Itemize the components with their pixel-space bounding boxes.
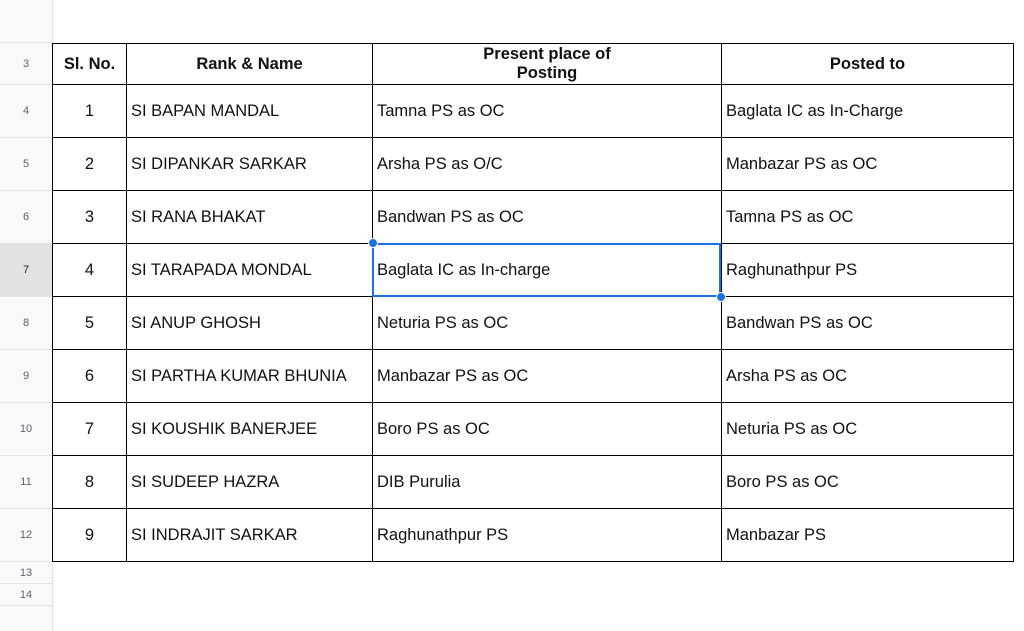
- cell-posted[interactable]: Manbazar PS: [722, 509, 1014, 562]
- cell-name[interactable]: SI PARTHA KUMAR BHUNIA: [127, 350, 373, 403]
- cell-sl[interactable]: 2: [53, 138, 127, 191]
- cell-sl[interactable]: 4: [53, 244, 127, 297]
- cell-sl[interactable]: 5: [53, 297, 127, 350]
- cell-present-selected[interactable]: Baglata IC as In-charge: [373, 244, 722, 297]
- table-row: [53, 403, 1014, 456]
- cell-name[interactable]: SI BAPAN MANDAL: [127, 85, 373, 138]
- header-present-posting[interactable]: [373, 44, 722, 85]
- row-header-4[interactable]: 4: [0, 85, 52, 138]
- header-present-line2: Posting: [516, 64, 578, 82]
- cell-sl[interactable]: 8: [53, 456, 127, 509]
- table-row: [53, 509, 1014, 562]
- selection-fill-handle[interactable]: [716, 292, 726, 302]
- cell-posted[interactable]: Boro PS as OC: [722, 456, 1014, 509]
- header-row: [53, 44, 1014, 85]
- row-header-8[interactable]: 8: [0, 297, 52, 350]
- row-header-10[interactable]: 10: [0, 403, 52, 456]
- cell-name[interactable]: SI RANA BHAKAT: [127, 191, 373, 244]
- cell-present[interactable]: Boro PS as OC: [373, 403, 722, 456]
- cell-sl[interactable]: 3: [53, 191, 127, 244]
- cell-sl[interactable]: 1: [53, 85, 127, 138]
- row-header-3[interactable]: 3: [0, 43, 52, 85]
- cell-sl[interactable]: 7: [53, 403, 127, 456]
- table-row: [53, 350, 1014, 403]
- cell-present[interactable]: Tamna PS as OC: [373, 85, 722, 138]
- cell-name[interactable]: SI SUDEEP HAZRA: [127, 456, 373, 509]
- cell-name[interactable]: SI KOUSHIK BANERJEE: [127, 403, 373, 456]
- cell-posted[interactable]: Baglata IC as In-Charge: [722, 85, 1014, 138]
- row-header-14[interactable]: 14: [0, 584, 52, 606]
- table-row: [53, 456, 1014, 509]
- cell-posted[interactable]: Bandwan PS as OC: [722, 297, 1014, 350]
- row-header-13[interactable]: 13: [0, 562, 52, 584]
- cell-name[interactable]: SI ANUP GHOSH: [127, 297, 373, 350]
- table-row: [53, 244, 1014, 297]
- table-row: [53, 297, 1014, 350]
- header-posted-to[interactable]: Posted to: [722, 44, 1014, 85]
- table-row: [53, 191, 1014, 244]
- table-row: [53, 85, 1014, 138]
- cell-present[interactable]: Manbazar PS as OC: [373, 350, 722, 403]
- row-header-12[interactable]: 12: [0, 509, 52, 562]
- cell-present[interactable]: Arsha PS as O/C: [373, 138, 722, 191]
- cell-sl[interactable]: 9: [53, 509, 127, 562]
- header-present-line1: Present place of: [483, 45, 611, 63]
- header-rank-name[interactable]: Rank & Name: [127, 44, 373, 85]
- posting-table: [52, 43, 1014, 562]
- row-header-11[interactable]: 11: [0, 456, 52, 509]
- cell-posted[interactable]: Raghunathpur PS: [722, 244, 1014, 297]
- cell-name[interactable]: SI DIPANKAR SARKAR: [127, 138, 373, 191]
- cell-name[interactable]: SI TARAPADA MONDAL: [127, 244, 373, 297]
- row-header-blank: [0, 0, 52, 43]
- cell-name[interactable]: SI INDRAJIT SARKAR: [127, 509, 373, 562]
- row-header-9[interactable]: 9: [0, 350, 52, 403]
- cell-posted[interactable]: Manbazar PS as OC: [722, 138, 1014, 191]
- row-header-7[interactable]: 7: [0, 244, 52, 297]
- cell-present[interactable]: Neturia PS as OC: [373, 297, 722, 350]
- cell-posted[interactable]: Tamna PS as OC: [722, 191, 1014, 244]
- cell-posted[interactable]: Arsha PS as OC: [722, 350, 1014, 403]
- cell-sl[interactable]: 6: [53, 350, 127, 403]
- cell-present[interactable]: Bandwan PS as OC: [373, 191, 722, 244]
- selection-handle-top-left[interactable]: [368, 238, 378, 248]
- table-row: [53, 138, 1014, 191]
- header-sl-no[interactable]: Sl. No.: [53, 44, 127, 85]
- cell-posted[interactable]: Neturia PS as OC: [722, 403, 1014, 456]
- row-header-5[interactable]: 5: [0, 138, 52, 191]
- cell-present[interactable]: Raghunathpur PS: [373, 509, 722, 562]
- row-header-6[interactable]: 6: [0, 191, 52, 244]
- cell-present[interactable]: DIB Purulia: [373, 456, 722, 509]
